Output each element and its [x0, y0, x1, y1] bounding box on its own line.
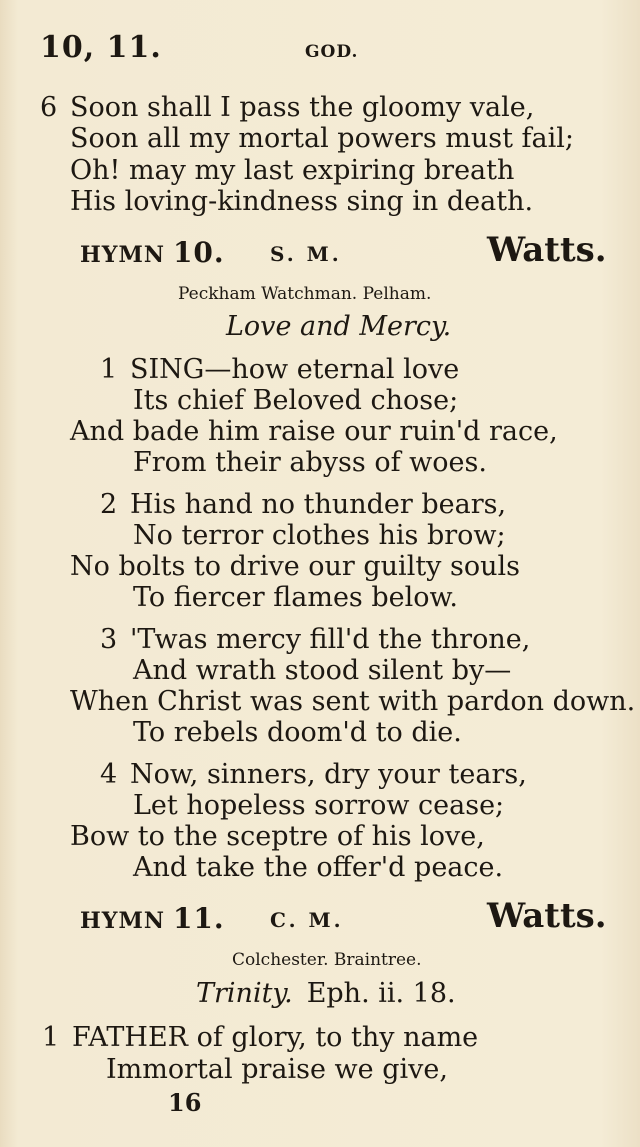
- verse-line: No bolts to drive our guilty souls: [70, 551, 521, 582]
- verse-number: 2: [100, 489, 118, 520]
- hymn-subject: Love and Mercy.: [226, 311, 452, 342]
- verse-number: 3: [100, 624, 118, 655]
- verse-line: To rebels doom'd to die.: [133, 717, 462, 748]
- verse-line: Soon all my mortal powers must fail;: [70, 123, 575, 154]
- hymn-heading: HYMN 10.: [80, 236, 225, 269]
- verse-line: Let hopeless sorrow cease;: [133, 790, 505, 821]
- verse-line: 3 'Twas mercy fill'd the throne,: [100, 624, 531, 655]
- verse-line: 1 SING—how eternal love: [100, 354, 460, 385]
- tune-names: Peckham Watchman. Pelham.: [178, 284, 432, 304]
- scripture-reference: Eph. ii. 18.: [306, 978, 456, 1009]
- verse-number: 1: [42, 1022, 60, 1053]
- hymn-meter: C. M.: [270, 908, 344, 932]
- verse-line: 1 FATHER of glory, to thy name: [42, 1022, 479, 1053]
- tune-names: Colchester. Braintree.: [232, 950, 422, 970]
- verse-line: No terror clothes his brow;: [133, 520, 506, 551]
- verse-line: From their abyss of woes.: [133, 447, 487, 478]
- verse-line: His loving-kindness sing in death.: [70, 186, 534, 217]
- verse-line: When Christ was sent with pardon down.: [70, 686, 636, 717]
- verse-line: 4 Now, sinners, dry your tears,: [100, 759, 527, 790]
- verse-line: Its chief Beloved chose;: [133, 385, 459, 416]
- verse-line: 2 His hand no thunder bears,: [100, 489, 507, 520]
- verse-line: Immortal praise we give,: [106, 1054, 448, 1085]
- verse-line: Bow to the sceptre of his love,: [70, 821, 485, 852]
- verse-line: And wrath stood silent by—: [133, 655, 512, 686]
- verse-line: And bade him raise our ruin'd race,: [70, 416, 558, 447]
- verse-line: To fiercer flames below.: [133, 582, 459, 613]
- verse-number: 4: [100, 759, 118, 790]
- verse-line: Oh! may my last expiring breath: [70, 155, 515, 186]
- page-numbers: 10, 11.: [40, 30, 162, 65]
- hymn-author: Watts.: [487, 230, 607, 270]
- verse-line: And take the offer'd peace.: [133, 852, 504, 883]
- hymn-heading: HYMN 11.: [80, 902, 225, 935]
- hymn-author: Watts.: [487, 896, 607, 936]
- verse-line: 6 Soon shall I pass the gloomy vale,: [40, 92, 535, 123]
- running-title: GOD.: [305, 42, 359, 62]
- hymn-subject: Trinity. Eph. ii. 18.: [196, 978, 456, 1009]
- verse-number: 1: [100, 354, 118, 385]
- verse-number: 6: [40, 92, 58, 123]
- signature-mark: 16: [168, 1088, 202, 1117]
- hymn-meter: S. M.: [270, 242, 342, 266]
